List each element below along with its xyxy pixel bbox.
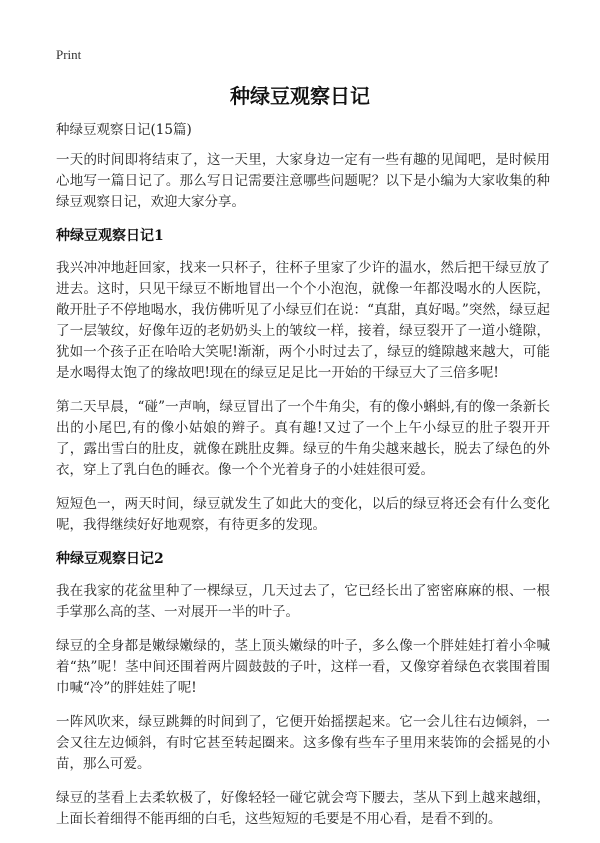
article-body [56, 121, 550, 843]
section-heading-1: 种绿豆观察日记1 [56, 228, 164, 244]
section-2-paragraph: 一阵风吹来，绿豆跳舞的时间到了，它便开始摇摆起来。它一会儿往右边倾斜，一会又往左边倾斜，有时它甚至转起圈来。这多像有些车子里用来装饰的会摇晃的小苗，那么可爱。 [56, 714, 550, 772]
section-1-paragraph: 第二天早晨，“碰”一声响，绿豆冒出了一个牛角尖，有的像小蝌蚪,有的像一条新长出的小尾巴,有的像小姑娘的辫子。真有趣!又过了一个上午小绿豆的肚子裂开开了，露出雪白的肚皮，就像在跳肚皮舞。绿豆的牛角尖越来越长，脱去了绿色的外衣，穿上了乳白色的睡衣。像一个个光着身子的小娃娃很可爱。 [56, 399, 550, 478]
section-2-paragraph: 绿豆的茎看上去柔软极了，好像轻轻一碰它就会弯下腰去，茎从下到上越来越细，上面长着细得不能再细的白毛，这些短短的毛要是不用心看，是看不到的。 [56, 790, 550, 827]
print-link[interactable]: Print [56, 47, 82, 62]
section-heading-2: 种绿豆观察日记2 [56, 551, 164, 567]
intro-paragraph: 一天的时间即将结束了，这一天里，大家身边一定有一些有趣的见闻吧，是时候用心地写一篇日记了。那么写日记需要注意哪些问题呢？以下是小编为大家收集的种绿豆观察日记，欢迎大家分享。 [56, 152, 550, 210]
section-1-paragraph: 短短色一，两天时间，绿豆就发生了如此大的变化，以后的绿豆将还会有什么变化呢，我得继续好好地观察，有待更多的发现。 [56, 496, 550, 533]
section-1-paragraph: 我兴冲冲地赶回家，找来一只杯子，往杯子里家了少许的温水，然后把干绿豆放了进去。这时，只见干绿豆不断地冒出一个个小泡泡，就像一年都没喝水的人医院，敞开肚子不停地喝水，我仿佛听见了小绿豆们在说：“真甜，真好喝。”突然，绿豆起了一层皱纹，好像年迈的老奶奶头上的皱纹一样，接着，绿豆裂开了一道小缝隙，犹如一个孩子正在哈哈大笑呢!渐渐，两个小时过去了，绿豆的缝隙越来越大，可能是水喝得太饱了的缘故吧!现在的绿豆足足比一开始的干绿豆大了三倍多呢! [56, 260, 550, 381]
page-title: 种绿豆观察日记 [230, 84, 370, 108]
section-2-paragraph: 我在我家的花盆里种了一棵绿豆，几天过去了，它已经长出了密密麻麻的根、一根手掌那么高的茎、一对展开一半的叶子。 [56, 583, 550, 620]
article-subtitle: 种绿豆观察日记(15篇) [56, 122, 192, 138]
section-2-paragraph: 绿豆的全身都是嫩绿嫩绿的，茎上顶头嫩绿的叶子，多么像一个胖娃娃打着小伞喊着“热”呢！茎中间还围着两片圆鼓鼓的子叶，这样一看，又像穿着绿色衣裳围着围巾喊“冷”的胖娃娃了呢! [56, 638, 550, 696]
